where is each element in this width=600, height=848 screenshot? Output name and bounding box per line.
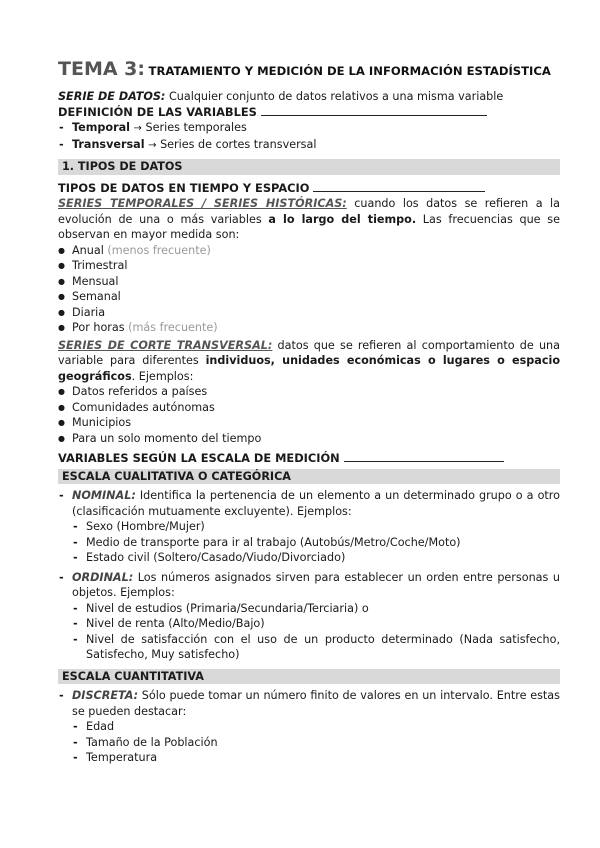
- item-text: Comunidades autónomas: [72, 400, 215, 414]
- term-text: Series de cortes transversal: [160, 137, 317, 151]
- list-item: [58, 535, 560, 551]
- freq-note: (menos frecuente): [103, 243, 211, 257]
- item-text: Sexo (Hombre/Mujer): [86, 520, 205, 533]
- item-text: Nivel de estudios (Primaria/Secundaria/Terciaria) o: [86, 601, 369, 615]
- discreta-label: DISCRETA:: [72, 689, 139, 702]
- bold-text: individuos, unidades económicas o lugares o espacio geográficos: [58, 354, 561, 383]
- list-item: [58, 750, 560, 766]
- serie-label: SERIE DE DATOS:: [58, 90, 166, 103]
- tipos-header-text: TIPOS DE DATOS EN TIEMPO Y ESPACIO: [58, 180, 310, 195]
- section-band-cualitativa: ESCALA CUALITATIVA O CATEGÓRICA: [58, 469, 560, 485]
- list-item: [58, 601, 560, 617]
- text: Las frecuencias que se observan en mayor medida son:: [58, 212, 560, 241]
- term: Transversal: [72, 137, 145, 151]
- list-item: [58, 289, 560, 305]
- nominal-item: [58, 488, 560, 519]
- freq-label: Semanal: [72, 290, 121, 303]
- title-number: TEMA 3:: [58, 58, 145, 80]
- page-title: [58, 58, 560, 83]
- freq-label: Por horas: [72, 321, 125, 334]
- list-item: [58, 320, 560, 336]
- serie-text: Cualquier conjunto de datos relativos a una misma variable: [168, 90, 504, 103]
- item-text: Medio de transporte para ir al trabajo (Autobús/Metro/Coche/Moto): [86, 535, 461, 549]
- freq-label: Mensual: [72, 274, 119, 288]
- list-item: [58, 719, 560, 735]
- ordinal-item: [58, 570, 560, 601]
- escala-header-text: VARIABLES SEGÚN LA ESCALA DE MEDICIÓN: [58, 451, 340, 465]
- header-rule: [344, 452, 504, 462]
- item-text: Nivel de satisfacción con el uso de un producto determinado (Nada satisfecho, Satisfecho, Muy satisfecho): [86, 632, 560, 661]
- list-item: [58, 400, 560, 416]
- list-item: [58, 431, 560, 447]
- title-text: TRATAMIENTO Y MEDICIÓN DE LA INFORMACIÓN ESTADÍSTICA: [148, 64, 551, 78]
- term: Temporal: [72, 121, 130, 134]
- ordinal-label: ORDINAL:: [72, 570, 134, 584]
- definicion-header-text: DEFINICIÓN DE LAS VARIABLES: [58, 104, 257, 119]
- list-item: [58, 305, 560, 321]
- list-item: [58, 384, 560, 400]
- term-text: Series temporales: [145, 121, 247, 134]
- item-text: Edad: [86, 720, 115, 733]
- list-item: [58, 616, 560, 632]
- discreta-item: [58, 688, 560, 719]
- temporales-paragraph: [58, 196, 560, 243]
- header-rule: [261, 106, 487, 116]
- temporales-label: SERIES TEMPORALES / SERIES HISTÓRICAS:: [58, 197, 347, 210]
- text: . Ejemplos:: [131, 369, 194, 383]
- discreta-text: Sólo puede tomar un número finito de valores en un intervalo. Entre estas se pueden destacar:: [72, 689, 560, 718]
- item-text: Nivel de renta (Alto/Medio/Bajo): [86, 617, 265, 630]
- arrow-icon: →: [148, 139, 157, 151]
- nominal-text: Identifica la pertenencia de un elemento a un determinado grupo o a otro (clasificación mutuamente excluyente). Ejemplos:: [72, 489, 560, 518]
- list-item: [58, 519, 560, 535]
- list-item: [58, 243, 560, 259]
- section-band-cuantitativa: ESCALA CUANTITATIVA: [58, 669, 560, 685]
- item-text: Municipios: [72, 416, 132, 429]
- serie-definition: [58, 89, 560, 105]
- item-text: Estado civil (Soltero/Casado/Viudo/Divorciado): [86, 551, 346, 564]
- section-band-tipos: 1. TIPOS DE DATOS: [58, 159, 560, 175]
- item-text: Temperatura: [86, 751, 158, 764]
- transversal-label: SERIES DE CORTE TRANSVERSAL:: [58, 338, 273, 352]
- list-item: [58, 258, 560, 274]
- header-rule: [313, 182, 485, 192]
- list-item: [58, 632, 560, 663]
- list-item: [58, 550, 560, 566]
- freq-label: Trimestral: [72, 259, 128, 272]
- bold-text: a lo largo del tiempo.: [268, 212, 417, 226]
- transversal-paragraph: [58, 338, 560, 385]
- freq-label: Anual: [72, 243, 104, 257]
- item-text: Datos referidos a países: [72, 385, 208, 398]
- nominal-label: NOMINAL:: [72, 489, 136, 502]
- list-item: [58, 735, 560, 751]
- arrow-icon: →: [133, 123, 142, 134]
- ordinal-text: Los números asignados sirven para establecer un orden entre personas u objetos. Ejemplos:: [72, 570, 560, 599]
- section-header-tipos: [58, 181, 560, 197]
- list-item: [58, 137, 560, 154]
- list-item: [58, 274, 560, 290]
- text: cuando los datos se refieren a la evolución de una o más variables: [58, 197, 560, 226]
- document-page: [58, 58, 560, 766]
- item-text: Para un solo momento del tiempo: [72, 431, 262, 445]
- freq-label: Diaria: [72, 305, 106, 319]
- list-item: [58, 120, 560, 137]
- section-header-escala: [58, 451, 560, 467]
- list-item: [58, 415, 560, 431]
- item-text: Tamaño de la Población: [86, 735, 218, 749]
- section-header-definicion: [58, 105, 560, 121]
- text: datos que se refieren al comportamiento de una variable para diferentes: [58, 338, 560, 367]
- freq-note: (más frecuente): [124, 321, 218, 334]
